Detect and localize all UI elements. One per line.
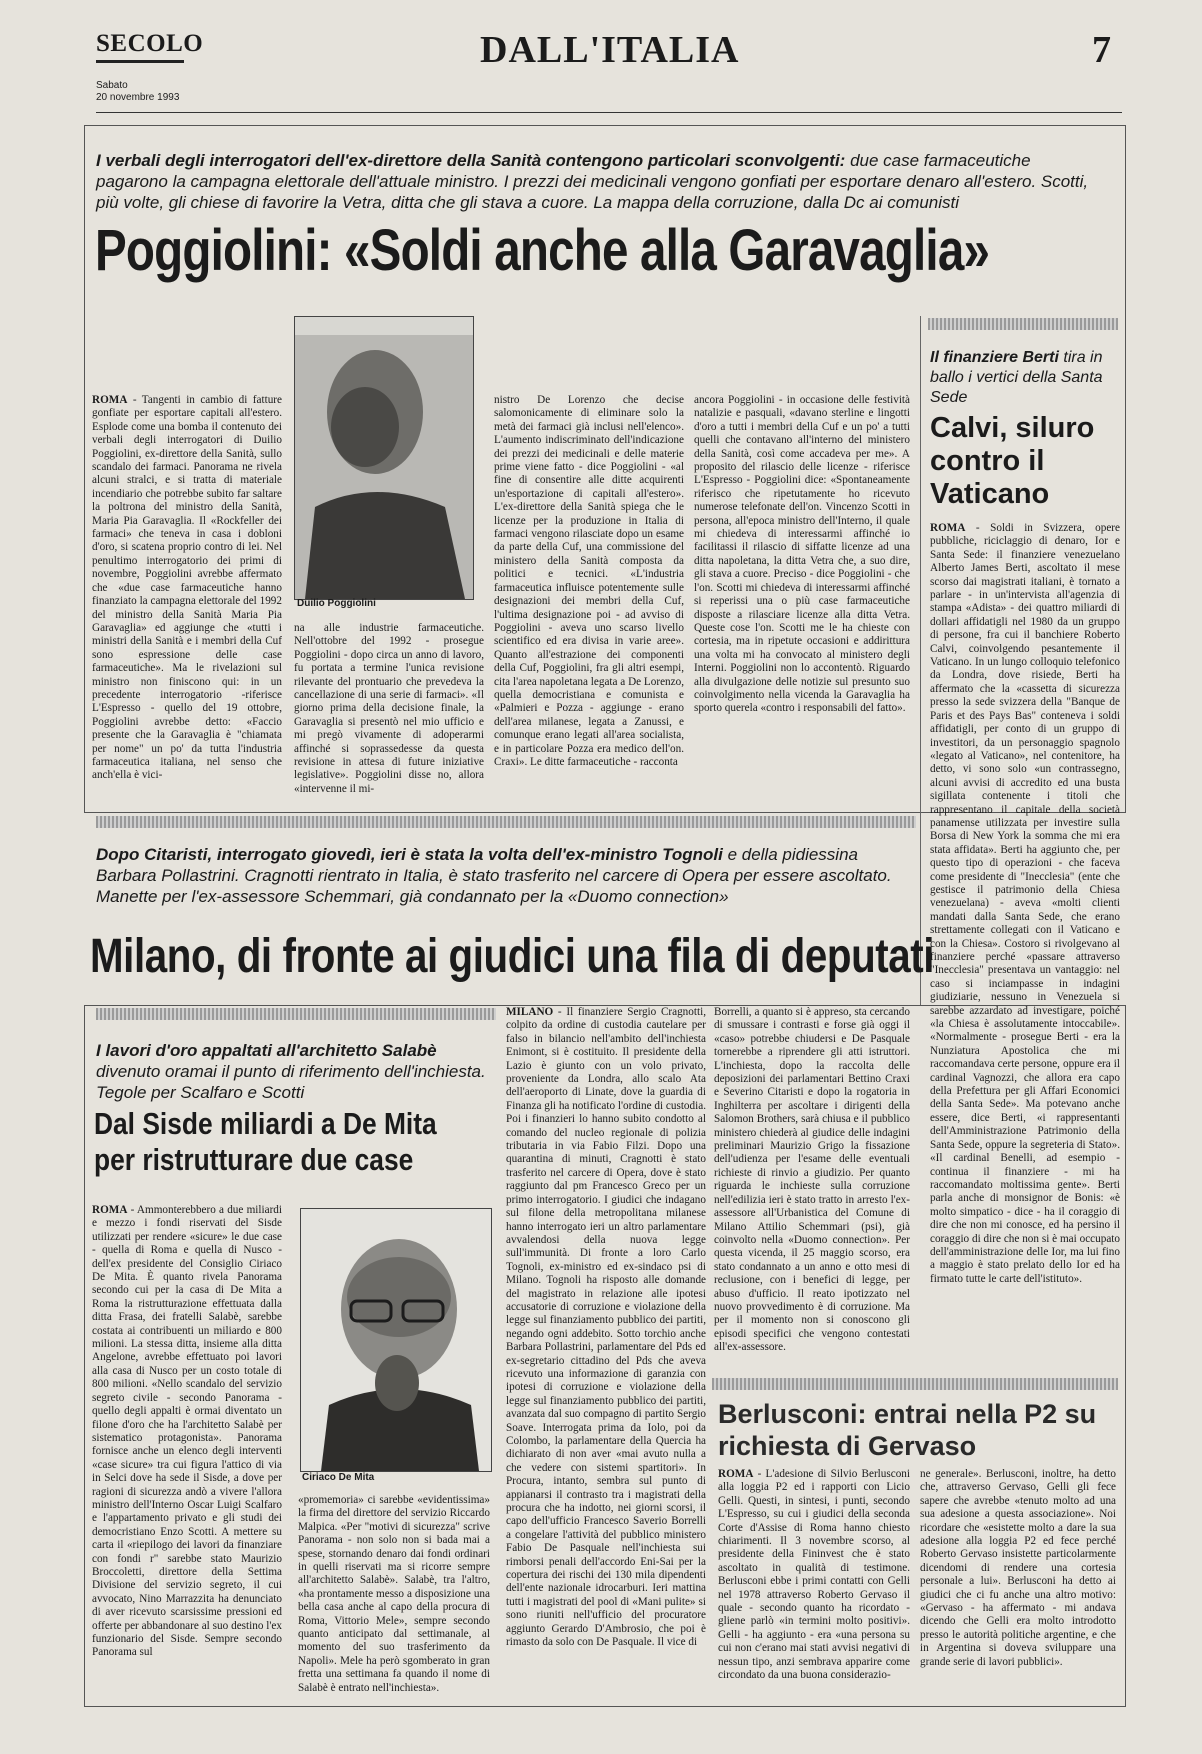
sidebar-top-bar bbox=[928, 318, 1118, 330]
demita-column-1-text: - Ammonterebbero a due miliardi e mezzo i fondi riservati del Sisde utilizzati per rendere «sicure» le due case - quella di Roma e quella di Nusco - dell'ex presidente del Consiglio Ciriaco De Mita. È quanto rivela Panorama secondo cui per la casa di De Mita a Roma la ristrutturazione effettuata dalla ditta Frasa, dei fratelli Salabè, sarebbe costata ai contribuenti un miliardo e 800 milioni. La stessa ditta, insieme alla ditta Angelone, avrebbe effettuato poi lavori alla casa di Nusco per un costo totale di 800 milioni. «Nello scandalo del servizio segreto civile - secondo Panorama - quello degli appalti è ormai diventato un filone d'oro che ha l'architetto Salabè per sistematico protagonista». Panorama fornisce anche un elenco degli interventi «case sicure» tra cui figura l'attico di via in Selci dove ha sede il Sisde, a dove per ragioni di sicurezza andò a vivere l'allora ministro dell'Interno Oscar Luigi Scalfaro e l'appartamento privato e gli studi dei democristiano Enzo Scotti. A mettere su carta il «riepilogo dei lavori da finanziare con fondi r" sarebbe stato Maurizio Broccoletti, direttore della Settima Divisione del servizio segreto, il cui avvocato, Nino Marrazzita ha denunciato di aver ricevuto scarsissime pressioni ed offerte per abbandonare al suo destino l'ex funzionario del Sisde. Sempre secondo Panorama sul bbox=[92, 1204, 282, 1659]
demita-column-2: «promemoria» ci sarebbe «evidentissima» la firma del direttore del servizio Riccardo Malpica. «Per "motivi di sicurezza" scrive Panorama - non solo non si bada mai a spese, stornando denaro dai fondi ordinari in quelli riservati ma si ricorre sempre all'architetto Salabè». Salabè, tra l'altro, «ha prontamente messo a disposizione una bella casa anche al capo della procura di Roma, Vittorio Mele», sempre secondo quanto anticipato dal settimanale, al momento del suo trasferimento da Napoli». Mele ha però sgomberato in gran fretta una settimana fa quando il nome di Salabè è entrato nell'inchiesta». bbox=[298, 1494, 490, 1694]
berlusconi-column-1 bbox=[718, 1468, 910, 1700]
demita-kicker-rest: divenuto oramai il punto di riferimento dell'inchiesta. Tegole per Scalfaro e Scotti bbox=[96, 1062, 486, 1102]
poggiolini-column-2: na alle industrie farmaceutiche. Nell'ottobre del 1992 - prosegue Poggiolini - dopo circa un anno di lavoro, fu portata a termine l'unica revisione rilevante del prontuario che prevedeva la cancellazione di una serie di farmaci». «Il giorno prima della decisione finale, la Garavaglia si presentò nel mio ufficio e mi pregò vivamente di adoperarmi affinché si soprassedesse da questa revisione in attesa di future iniziative legislative». Poggiolini disse no, allora «intervenne il mi- bbox=[294, 622, 484, 795]
berlusconi-headline: Berlusconi: entrai nella P2 su richiesta di Gervaso bbox=[718, 1399, 1097, 1461]
berlusconi-column-1-text: - L'adesione di Silvio Berlusconi alla loggia P2 ed i rapporti con Licio Gelli. Questi, in sintesi, i punti, secondo L'Espresso, su cui i giudici della seconda Corte d'Assise di Roma hanno chiesto chiarimenti. Il 3 novembre scorso, al presidente della Fininvest che è stato ascoltato in qualità di testimone. Berlusconi ebbe i primi contatti con Gelli nel 1978 attraverso Roberto Gervaso il quale - secondo quanto ha ricordato - gliene parlò «in termini molto positivi». Gelli - ha aggiunto - era «una persona su cui non c'erano mai stati avvisi negativi di nessun tipo, anzi sembrava apparire come circondato da una buona considerazio- bbox=[718, 1468, 910, 1682]
berlusconi-column-2: ne generale». Berlusconi, inoltre, ha detto che, attraverso Gervaso, Gelli gli fece sapere che avrebbe «tenuto molto ad una sua adesione a questa associazione». Noi ricordare che «esistette molto a dare la sua adesione alla loggia P2 ed fece perché Roberto Gervaso insistette particolarmente dicendomi di rendere una cortesia personale a lui». Berlusconi ha detto ai giudici che ci fu anche una altro motivo: «Gervaso - ha affermato - mi andava dicendo che Gelli era molto introdotto presso le autorità politiche argentine, e che in Argentina si doveva sviluppare una grande serie di lavori pubblici». bbox=[920, 1468, 1116, 1668]
calvi-headline: Calvi, siluro contro il Vaticano bbox=[930, 412, 1095, 510]
demita-top-bar bbox=[96, 1008, 496, 1020]
sidebar-divider bbox=[920, 316, 921, 1006]
milano-top-bar bbox=[96, 816, 916, 828]
portrait-silhouette-2 bbox=[301, 1209, 491, 1471]
demita-headline-line-1: Dal Sisde miliardi a De Mita bbox=[94, 1106, 437, 1141]
page-number: 7 bbox=[1092, 29, 1111, 71]
demita-photo-caption: Ciriaco De Mita bbox=[302, 1472, 375, 1483]
milano-dateline: MILANO bbox=[506, 1006, 554, 1018]
calvi-kicker bbox=[930, 348, 1120, 408]
poggiolini-column-1 bbox=[92, 394, 282, 806]
section-title: DALL'ITALIA bbox=[480, 29, 740, 71]
milano-column-1-text: - Il finanziere Sergio Cragnotti, colpito da ordine di custodia cautelare per falso in bilancio nell'ambito dell'inchiesta Enimont, si è costituito. Il presidente della Lazio è giunto con un volo privato, proveniente da Londra, allo scalo Ata dell'aeroporto di Linate, dove la guardia di Finanza gli ha notificato l'ordine di custodia. Poi i finanzieri lo hanno subito condotto al comando del nucleo regionale di polizia tributaria in via Fabio Filzi. Dopo una quarantina di minuti, Cragnotti è stato trasferito nel carcere di Opera, dove è stato raggiunto dal pm Francesco Greco per un primo interrogatorio. I giudici che indagano sul filone della metropolitana milanese hanno interrogato ieri un altro parlamentare avvalendosi della nuova legge sull'immunità. Di fronte a loro Carlo Tognoli, ex-ministro ed ex-sindaco psi di Milano. Tognoli ha risposto alle domande del magistrato in relazione alle ipotesi accusatorie di corruzione e violazione della legge sul finanziamento pubblico dei partiti, negando ogni addebito. Sotto torchio anche Barbara Pollastrini, parlamentare del Pds ed ex-segretario cittadino del Pds che aveva ricevuto una informazione di garanzia con ipotesi di corruzione e violazione della legge sul finanziamento pubblico dei partiti, avanzata dal suo compagno di partito Sergio Soave. Interrogata prima da Iolo, poi da Colombo, la parlamentare della Quercia ha dichiarato di non aver «mai avuto nulla a che vedere con sistemi spartitori». In Procura, intanto, sembra sul punto di appianarsi il contrasto tra i magistrati della procura che ha indotto, nei giorni scorsi, il capo dell'ufficio Francesco Saverio Borrelli a congelare l'attività del pubblico ministero Fabio De Pasquale nell'inchiesta sui rimborsi penali dell'accordo Eni-Sai per la copertura dei rischi dei 130 mila dipendenti dell'ente nazionale idrocarburi. Ieri mattina tutti i magistrati del pool di «Mani pulite» si sono riuniti nell'ufficio del procuratore aggiunto Gerardo D'Ambrosio, che poi è rimasto da solo con De Pasquale. Il vice di bbox=[506, 1006, 706, 1649]
milano-column-1 bbox=[506, 1006, 706, 1700]
poggiolini-column-4: ancora Poggiolini - in occasione delle festività natalizie e pasquali, «davano sterline e lingotti d'oro a tutti i membri della Cuf e un po' a tutti quelli che contavano all'interno del ministero della Sanità, così come accadeva per me». A proposito del rilascio delle licenze - riferisce L'Espresso - Poggiolini dice: «Spontaneamente riferisco che ripetutamente ho ricevuto numerose telefonate dell'on. Vincenzo Scotti in persona, all'epoca ministro dell'Interno, il quale mi chiedeva di interessarmi affinché io facilitassi il rilascio di siffatte licenze ad una ditta napoletana, la ditta Vetra che, a suo dire, gli stava a cuore. Preciso - dice Poggiolini - che l'on. Scotti mi chiedeva di interessarmi affinché si reperissi una o più case farmaceutiche disposte a rilasciare licenze alla ditta Vetra. Queste cose l'on. Scotti me le ha chieste con cortesia, ma in ripetute occasioni e addirittura una volta mi ha convocato al ministero degli Interni. Poggiolini non lo accontentò. Riguardo alla divulgazione delle notizie sul presunto suo coinvolgimento nella vicenda la Garavaglia ha sporto querela «contro i responsabili del fatto». bbox=[694, 394, 910, 715]
poggiolini-column-3: nistro De Lorenzo che decise salomonicamente di eliminare solo la metà dei farmaci già inclusi nell'elenco». L'aumento indiscriminato dell'indicazione dei prezzi dei medicinali e delle materie prime viene fatto - dice Poggiolini - «al fine di consentire alle ditte acquirenti un'esportazione di capitali all'estero». L'ex-direttore della Sanità spiega che le licenze per la produzione in Italia di farmaci vengono rilasciate dopo un esame da parte della Cuf, una commissione del ministero della Sanità composta da politici e tecnici. «L'industria farmaceutica influisce potentemente sulle designazioni dei membri della Cuf, l'ultima designazione poi - ad avviso di Poggiolini - aveva uno scarso livello scientifico ed era divisa in varie aree». Quanto all'estrazione dei componenti della Cuf, Poggiolini, fra gli altri esempi, cita l'area napoletana legata a De Lorenzo, quella democristiana e comunista e «Palmieri e Pozza - aggiunge - erano dell'area milanese, legata a Zanussi, e comunque erano legati all'area socialista, e in particolare Pozza era medico dell'on. Craxi». Le ditte farmaceutiche - racconta bbox=[494, 394, 684, 768]
demita-column-1 bbox=[92, 1204, 282, 1700]
poggiolini-photo-caption: Duilio Poggiolini bbox=[297, 598, 376, 609]
masthead-rule bbox=[96, 112, 1122, 113]
poggiolini-photo bbox=[294, 316, 474, 600]
demita-dateline: ROMA bbox=[92, 1204, 128, 1216]
milano-deck-bold: Dopo Citaristi, interrogato giovedì, ieri è stata la volta dell'ex-ministro Tognoli bbox=[96, 845, 723, 864]
demita-photo bbox=[300, 1208, 492, 1472]
newspaper-logo: SECOLO bbox=[96, 30, 204, 57]
milano-deck-rest: e della pidiessina Barbara Pollastrini. Cragnotti rientrato in Italia, è stato trasferito nel carcere di Opera per essere ascoltato. Manette per l'ex-assessore Schemmari, già condannato per la «Duomo connection» bbox=[96, 845, 892, 906]
dateline: ROMA bbox=[92, 394, 128, 406]
demita-kicker-bold: I lavori d'oro appaltati all'architetto Salabè bbox=[96, 1041, 437, 1060]
demita-kicker bbox=[96, 1040, 496, 1103]
poggiolini-deck-rest: due case farmaceutiche pagarono la campagna elettorale dell'attuale ministro. I prezzi dei medicinali vengono gonfiati per esportare denaro all'estero. Scotti, più volte, gli chiese di favorire la Vetra, ditta che gli stava a cuore. La mappa della corruzione, dalla Dc ai comunisti bbox=[96, 151, 1089, 212]
poggiolini-photo-image bbox=[295, 317, 473, 599]
poggiolini-deck-bold: I verbali degli interrogatori dell'ex-direttore della Sanità contengono particolari sconvolgenti: bbox=[96, 151, 846, 170]
milano-column-2: Borrelli, a quanto si è appreso, sta cercando di smussare i contrasti e forse già oggi il «caso» potrebbe chiudersi e De Pasquale tornerebbe a riprendere gli atti istruttori. L'inchiesta, dopo la raccolta delle deposizioni dei parlamentari Bettino Craxi e Severino Citaristi e dopo la rogatoria in Inghilterra per ascoltare i dirigenti della Salomon Brothers, sarà chiusa e il pubblico ministero chiederà al giudice delle indagini preliminari Maurizio Grigo la fissazione dell'udienza per l'esame delle eventuali richieste di rinvio a giudizio. Per quanto riguarda le inchieste sulla corruzione nell'edilizia ieri è stato tratto in arresto l'ex-assessore all'Urbanistica del Comune di Milano Attilio Schemmari (psi), già coinvolto nella «Duomo connection». Per questa vicenda, il 25 maggio scorso, era stato condannato a un anno e otto mesi di reclusione, con i benefici di legge, per abuso d'ufficio. Il reato ipotizzato nel nuovo provvedimento è di corruzione. Ma per il momento non si conoscono gli episodi specifici che vengono contestati all'ex-assessore. bbox=[714, 1006, 910, 1354]
portrait-silhouette bbox=[295, 317, 473, 599]
berlusconi-top-bar bbox=[712, 1378, 1118, 1390]
poggiolini-headline: Poggiolini: «Soldi anche alla Garavaglia» bbox=[95, 218, 990, 283]
demita-photo-image bbox=[301, 1209, 491, 1471]
demita-headline-line-2: per ristrutturare due case bbox=[94, 1142, 414, 1177]
calvi-kicker-bold: Il finanziere Berti bbox=[930, 349, 1059, 366]
issue-day: Sabato bbox=[96, 80, 128, 91]
milano-deck bbox=[96, 844, 914, 907]
calvi-kicker-rest: tira in ballo i vertici della Santa Sede bbox=[930, 349, 1103, 406]
berlusconi-dateline: ROMA bbox=[718, 1468, 754, 1480]
calvi-dateline: ROMA bbox=[930, 522, 966, 534]
poggiolini-deck bbox=[96, 150, 1096, 213]
milano-headline: Milano, di fronte ai giudici una fila di deputati bbox=[90, 930, 935, 983]
logo-underline bbox=[96, 60, 184, 63]
poggiolini-column-1-text: - Tangenti in cambio di fatture gonfiate per esportare capitali all'estero. Esplode come una bomba il contenuto dei verbali degli interrogatori di Duilio Poggiolini, ex-direttore della Sanità, sullo scandalo dei farmaci. Panorama ne rivela alcuni stralci, e si tratta di materiale incendiario che potrebbe subito far saltare la poltrona del ministro della Sanità, Maria Pia Garavaglia. Il «Rockfeller dei farmaci» che teneva in casa i dobloni d'oro, si scatena proprio contro di lei. Nel penultimo interrogatorio dei primi di novembre, Poggiolini avrebbe affermato che «due case farmaceutiche hanno finanziato la campagna elettorale del 1992 del ministro della Sanità Maria Pia Garavaglia» ed aggiunge che «tutti i ministri della Sanità e i membri della Cuf sono espressione delle case farmaceutiche». Ma le rivelazioni sul ministro non finiscono qui: in un precedente interrogatorio -riferisce L'Espresso - quello del 19 ottobre, Poggiolini avrebbe detto: «Faccio presente che la Garavaglia è "chiamata per nome" un po' da tutta l'industria farmaceutica italiana, nel senso che anch'ella è vici- bbox=[92, 394, 282, 782]
issue-date bbox=[96, 80, 179, 104]
issue-date-text: 20 novembre 1993 bbox=[96, 92, 180, 103]
calvi-body-text: - Soldi in Svizzera, opere pubbliche, riciclaggio di denaro, Ior e Santa Sede: il finanziere venezuelano Alberto James Berti, ascoltato il mese scorso dai magistrati italiani, è tornato a parlare - in un'intervista all'agenzia di stampa «Adista» - dei quattro miliardi di dollari affidatigli nel 1980 da un gruppo di persone, fra cui il banchiere Roberto Calvi, coinvolgendo pesantemente il Vaticano. In un lungo colloquio telefonico da Londra, dove risiede, Berti ha affermato che la «cassetta di sicurezza presso la sede svizzera della "Banque de Paris et des Pays Bas" conteneva i soldi affidatigli, per conto di un gruppo di investitori, da un personaggio spagnolo «legato al Vaticano», nel contenitore, ha detto, vi sono solo «un contrassegno, alcuni avvisi di accredito ed una busta sigillata contenente i titoli che rappresentano il capitale della società panamense utilizzata per investire sulla Borsa di New York la somma che mi era stata affidata». Berti ha aggiunto che, per questo tipo di operazioni - che faceva come presidente di "Inecclesia" (ente che gestisce il patrimonio della Chiesa venezuelana) - aveva «molti clienti mandati dalla Santa Sede, che erano strettamente collegati con il Vaticano e con la Chiesa». Costoro si rivolgevano al finanziere perché «passare attraverso "Inecclesia" presentava un vantaggio: nel caso si inciampasse in indagini giudiziarie, nessuno in Venezuela si sarebbe azzardato ad investigare, poiché «la Chiesa è assolutamente intoccabile». «Normalmente - prosegue Berti - era la Nunziatura Apostolica che mi raccomandava certe persone, oppure era il cardinal Vagnozzi, che allora era capo della Prefettura per gli Affari Economici della Santa Sede». Ma potevano anche essere, dice Berti, «i rappresentanti dell'Amministrazione Patrimonio della Santa Sede, oppure la segreteria di Stato». «Il cardinal Benelli, ad esempio - continua il finanziere - mi ha raccomandato moltissima gente». Berti parla anche di monsignor de Bonis: «è molto simpatico - dice - ha il coraggio di dire che non mi conosce, ed ha persino il coraggio di dire che non si è mai occupato dell'amministrazione delle Ior, ma lui fino a maggio è stato prelato dello Ior ed ha firmato tutte le carte dell'istituto». bbox=[930, 522, 1120, 1285]
